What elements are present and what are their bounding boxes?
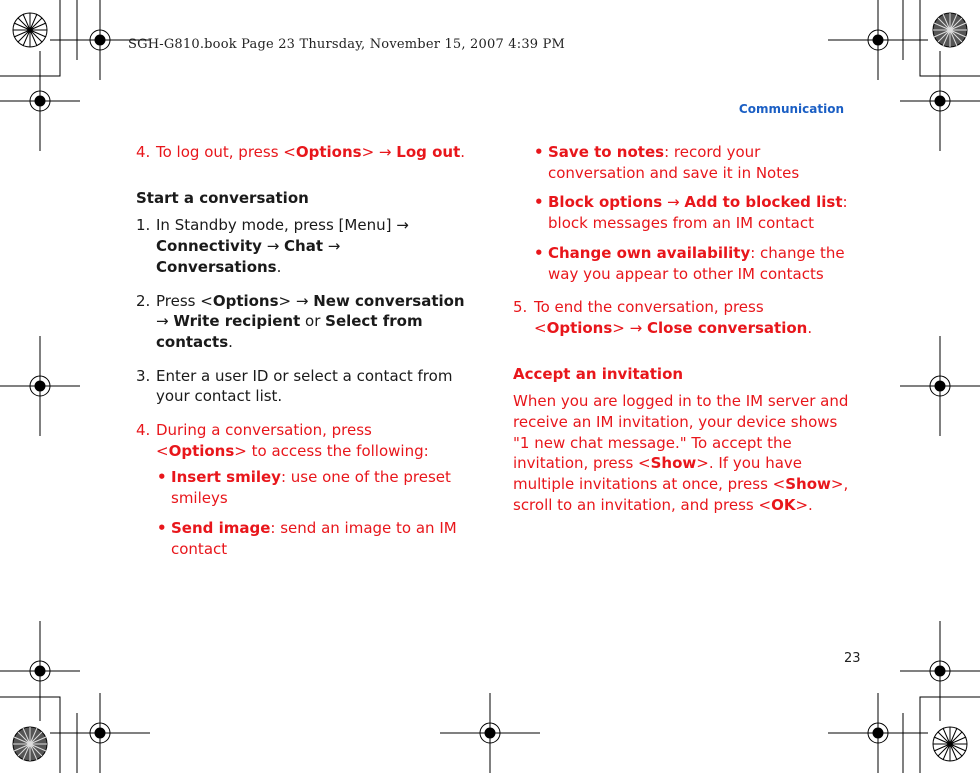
registration-mark [828, 0, 928, 80]
starburst-bottom-right [933, 727, 967, 761]
registration-mark [900, 621, 980, 721]
registration-mark [50, 693, 150, 773]
page-number: 23 [844, 651, 861, 666]
step-1: 1. In Standby mode, press [Menu] → Connectivity → Chat → Conversations. [136, 216, 409, 276]
bullet-change-availability: • Change own availability: change the way you appear to other IM contacts [534, 243, 845, 283]
step-3: 3. Enter a user ID or select a contact from your contact list. [136, 366, 453, 406]
bullet-send-image: • Send image: send an image to an IM contact [157, 518, 457, 558]
registration-mark [0, 336, 80, 436]
step-logout: 4. To log out, press <Options> → Log out. [136, 143, 466, 161]
bullet-dot-icon: • [157, 468, 167, 487]
registration-mark [900, 336, 980, 436]
registration-mark [0, 621, 80, 721]
bullet-dot-icon: • [157, 518, 167, 537]
starburst-top-right [933, 13, 967, 47]
bullet-save-to-notes: • Save to notes: record your conversation and save it in Notes [534, 143, 800, 182]
bullet-block-options: • Block options → Add to blocked list: block messages from an IM contact [534, 193, 848, 233]
step-2: 2. Press <Options> → New conversation → Write recipient or Select from contacts. [136, 291, 465, 351]
bullet-dot-icon: • [534, 143, 544, 161]
step-5: 5. To end the conversation, press <Options> → Close conversation. [513, 298, 813, 337]
bullet-dot-icon: • [534, 243, 544, 262]
right-column [513, 142, 851, 516]
registration-mark [0, 51, 80, 151]
section-label: Communication [738, 102, 844, 116]
registration-mark [440, 693, 540, 773]
step-4: 4. During a conversation, press <Options> to access the following: [136, 421, 429, 460]
left-column [136, 142, 466, 568]
starburst-top-left [13, 13, 47, 47]
heading-start-conversation: Start a conversation [136, 188, 309, 207]
registration-mark [828, 693, 928, 773]
heading-accept-invitation: Accept an invitation [513, 364, 684, 383]
registration-mark [900, 51, 980, 151]
bullet-dot-icon: • [534, 193, 544, 212]
invitation-paragraph: When you are logged in to the IM server and receive an IM invitation, your device shows "1 new chat message." To accept the invitation, press <Show>. If you have multiple invitations at once, press <Show>, scroll to an invitation, and press <OK>. [513, 392, 849, 514]
starburst-bottom-left [13, 727, 47, 761]
print-header: SGH-G810.book Page 23 Thursday, November 15, 2007 4:39 PM [128, 37, 566, 52]
bullet-insert-smiley: • Insert smiley: use one of the preset smileys [157, 468, 451, 508]
